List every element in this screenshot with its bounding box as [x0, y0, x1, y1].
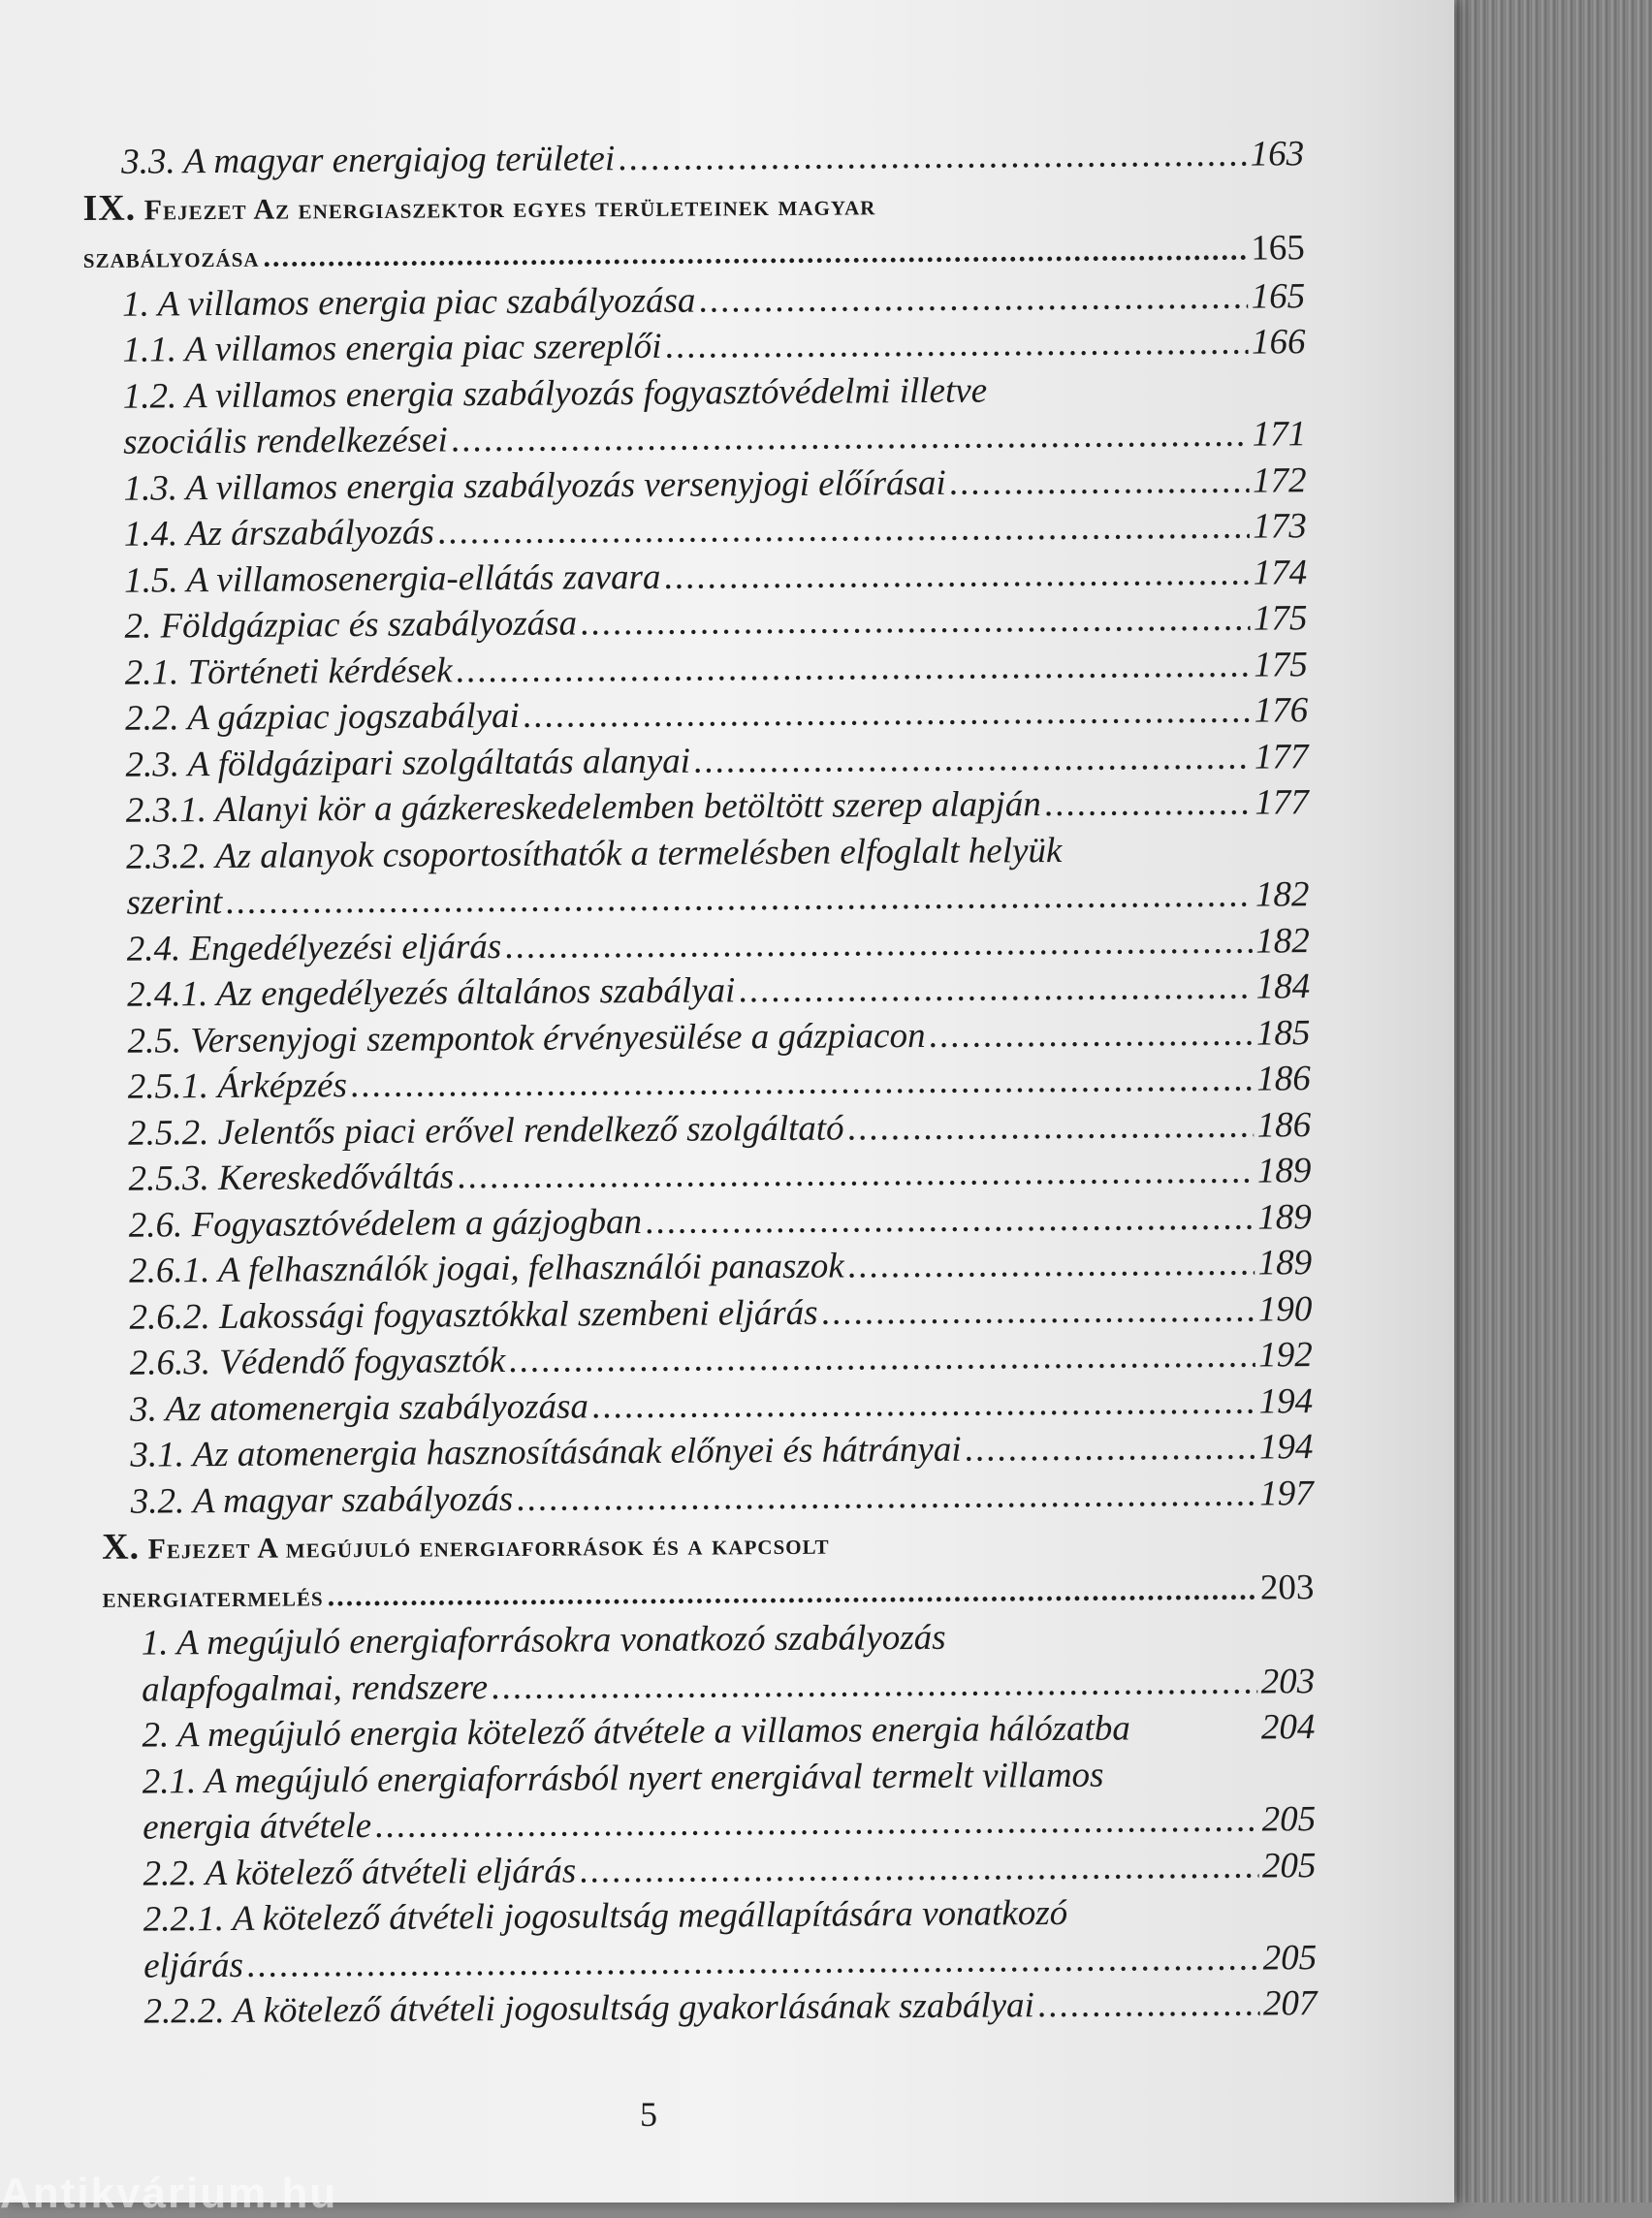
toc-entry-title: 2.5. Versenyjogi szempontok érvényesülése a gázpiacon	[127, 1015, 926, 1061]
toc-entry-title: szociális rendelkezései	[123, 420, 448, 462]
dot-leader	[848, 1241, 1255, 1289]
dot-leader	[505, 918, 1252, 969]
toc-entry-title: 2.6.3. Védendő fogyasztók	[129, 1340, 506, 1383]
dot-leader	[247, 1935, 1259, 1988]
toc-entry-page: 177	[1254, 736, 1309, 777]
toc-entry-line: 2.1. A megújuló energiaforrásból nyert energiával termelt villamos	[142, 1755, 1104, 1802]
toc-entry-page: 186	[1256, 1059, 1311, 1099]
table-surface	[1435, 0, 1652, 2202]
toc-entry-page: 194	[1258, 1427, 1314, 1468]
dot-leader	[739, 965, 1253, 1014]
dot-leader	[664, 550, 1250, 600]
dot-leader	[524, 688, 1251, 740]
dot-leader	[1038, 1981, 1259, 2029]
toc-entry-line: 2.2.1. A kötelező átvételi jogosultság megállapítására vonatkozó	[143, 1892, 1068, 1940]
toc-entry-title: 3.3. A magyar energiajog területei	[121, 139, 616, 182]
dot-leader	[492, 1659, 1257, 1710]
dot-leader	[226, 872, 1252, 926]
toc-entry-page: 185	[1255, 1012, 1311, 1054]
toc-entry-page: 186	[1256, 1104, 1312, 1146]
dot-leader	[694, 734, 1251, 784]
toc-entry-page: 205	[1262, 1937, 1318, 1979]
dot-leader	[646, 1194, 1255, 1245]
page-number: 5	[640, 2095, 657, 2134]
toc-entry-page: 190	[1257, 1288, 1313, 1330]
dot-leader	[328, 1567, 1257, 1619]
toc-entry-line: X. Fejezet A megújuló energiaforrások és a kapcsolt	[101, 1526, 830, 1568]
toc-entry-page: 172	[1252, 459, 1307, 501]
toc-entry-page: 165	[1251, 228, 1305, 269]
toc-entry-page: 197	[1259, 1473, 1314, 1514]
toc-entry-title: 1.5. A villamosenergia-ellátás zavara	[124, 556, 661, 601]
toc-entry-page: 177	[1255, 782, 1309, 823]
toc-entry	[82, 131, 1304, 185]
toc-entry-page: 207	[1262, 1983, 1318, 2024]
toc-entry-page: 163	[1250, 134, 1305, 174]
dot-leader	[452, 412, 1249, 463]
dot-leader	[375, 1797, 1258, 1850]
toc-entry-title: energia átvétele	[143, 1805, 372, 1848]
toc-entry-line: 2.3.2. Az alanyok csoportosíthatók a termelésben elfoglalt helyük	[126, 830, 1063, 877]
dot-leader	[1045, 780, 1252, 828]
dot-leader	[580, 1843, 1258, 1893]
dot-leader	[699, 273, 1248, 323]
toc-entry	[84, 365, 1307, 466]
toc-entry-page: 189	[1256, 1151, 1312, 1191]
dot-leader	[592, 1378, 1255, 1429]
toc-entry-line: IX. Fejezet Az energiaszektor egyes területeinek magyar	[82, 187, 876, 229]
dot-leader	[665, 320, 1248, 370]
dot-leader	[929, 1010, 1253, 1059]
dot-leader	[619, 132, 1247, 182]
toc-entry-title: 2. A megújuló energia kötelező átvétele a villamos energia hálózatba	[142, 1708, 1130, 1756]
dot-leader	[1134, 1739, 1257, 1740]
toc-entry-title: 1.3. A villamos energia szabályozás versenyjogi előírásai	[123, 462, 946, 509]
dot-leader	[458, 1149, 1254, 1200]
toc-entry-page: 165	[1251, 275, 1306, 317]
dot-leader	[581, 596, 1250, 647]
toc-entry-page: 194	[1258, 1380, 1314, 1422]
toc-entry-page: 176	[1254, 690, 1309, 731]
toc-entry	[95, 1980, 1317, 2035]
toc-entry-title: 2.4.1. Az engedélyezés általános szabályai	[127, 970, 736, 1015]
toc-entry-title: 2.4. Engedélyezési eljárás	[126, 926, 502, 969]
toc-entry	[87, 779, 1309, 834]
toc-entry-title: 2.6.2. Lakossági fogyasztókkal szembeni eljárás	[129, 1292, 818, 1338]
toc-entry-title: 2.3. A földgázipari szolgáltatás alanyai	[125, 741, 691, 785]
watermark: Antikvárium.hu	[0, 2170, 338, 2217]
toc-chapter	[82, 177, 1305, 282]
dot-leader	[847, 1102, 1253, 1151]
toc-entry-page: 175	[1254, 644, 1308, 685]
dot-leader	[517, 1471, 1255, 1522]
toc-entry-title: 2.6.1. A felhasználók jogai, felhasználói panaszok	[129, 1246, 844, 1291]
toc-entry-page: 171	[1252, 414, 1307, 455]
toc-entry-title: 2.5.2. Jelentős piaci erővel rendelkező szolgáltató	[128, 1108, 844, 1154]
toc-entry	[87, 826, 1310, 927]
toc-entry-page: 205	[1261, 1799, 1317, 1840]
toc-entry	[93, 1612, 1316, 1713]
toc-entry-title: 1.1. A villamos energia piac szereplői	[122, 326, 662, 370]
toc-entry-page: 166	[1251, 322, 1306, 363]
toc-entry-page: 175	[1253, 598, 1308, 639]
dot-leader	[509, 1333, 1255, 1384]
toc-entry-title: 2.1. Történeti kérdések	[124, 650, 453, 693]
toc-entry-title: eljárás	[143, 1945, 244, 1986]
toc-entry-title: 3.2. A magyar szabályozás	[130, 1478, 514, 1522]
dot-leader	[263, 228, 1247, 281]
dot-leader	[965, 1425, 1255, 1473]
toc-entry-title: 2.2. A gázpiac jogszabályai	[125, 695, 520, 739]
toc-entry-title: szerint	[126, 882, 223, 923]
toc-entry-title: 2.3.1. Alanyi kör a gázkereskedelemben betöltött szerep alapján	[125, 784, 1041, 831]
table-of-contents	[82, 131, 1318, 2035]
dot-leader	[950, 458, 1250, 506]
toc-entry-title: 1. A villamos energia piac szabályozása	[122, 280, 696, 325]
toc-entry-page: 174	[1253, 552, 1308, 593]
toc-entry-line: 1. A megújuló energiaforrásokra vonatkozó szabályozás	[141, 1617, 946, 1664]
toc-entry-title: 3. Az atomenergia szabályozása	[130, 1385, 589, 1430]
toc-entry-title: 2.2.2. A kötelező átvételi jogosultság gyakorlásának szabályai	[143, 1985, 1034, 2032]
toc-entry	[83, 319, 1305, 373]
toc-entry-title: szabályozása	[82, 240, 260, 274]
toc-entry-page: 184	[1255, 966, 1311, 1007]
toc-entry-title: 2.5.1. Árképzés	[127, 1065, 348, 1107]
toc-entry-page: 189	[1257, 1196, 1312, 1238]
toc-entry-page: 192	[1258, 1335, 1313, 1376]
dot-leader	[351, 1057, 1254, 1109]
toc-entry-line: 1.2. A villamos energia szabályozás fogyasztóvédelmi illetve	[122, 369, 988, 417]
toc-entry-page: 173	[1253, 506, 1307, 547]
toc-entry-page: 189	[1257, 1243, 1313, 1283]
toc-entry-title: 2. Földgázpiac és szabályozása	[124, 603, 578, 647]
toc-entry-title: 2.6. Fogyasztóvédelem a gázjogban	[128, 1201, 643, 1246]
toc-entry-title: 3.1. Az atomenergia hasznosításának előnyei és hátrányai	[130, 1429, 962, 1475]
toc-entry-page: 203	[1260, 1661, 1316, 1702]
toc-entry	[92, 1471, 1314, 1525]
toc-entry-title: alapfogalmai, rendszere	[142, 1666, 489, 1710]
dot-leader	[821, 1286, 1255, 1336]
toc-entry-title: energiatermelés	[102, 1579, 324, 1614]
toc-chapter	[92, 1516, 1315, 1621]
toc-entry-page: 203	[1259, 1567, 1315, 1608]
toc-entry	[94, 1843, 1316, 1897]
dot-leader	[438, 504, 1250, 555]
dot-leader	[456, 642, 1250, 693]
toc-entry-page: 205	[1261, 1845, 1317, 1886]
toc-entry	[94, 1751, 1317, 1852]
toc-entry-page: 182	[1255, 874, 1310, 915]
toc-entry	[95, 1888, 1318, 1989]
toc-entry-page: 182	[1255, 920, 1310, 962]
toc-entry-page: 204	[1260, 1707, 1316, 1748]
toc-entry-title: 2.5.3. Kereskedőváltás	[128, 1157, 455, 1199]
toc-entry-title: 1.4. Az árszabályozás	[123, 512, 435, 554]
toc-entry-title: 2.2. A kötelező átvételi eljárás	[143, 1850, 577, 1894]
